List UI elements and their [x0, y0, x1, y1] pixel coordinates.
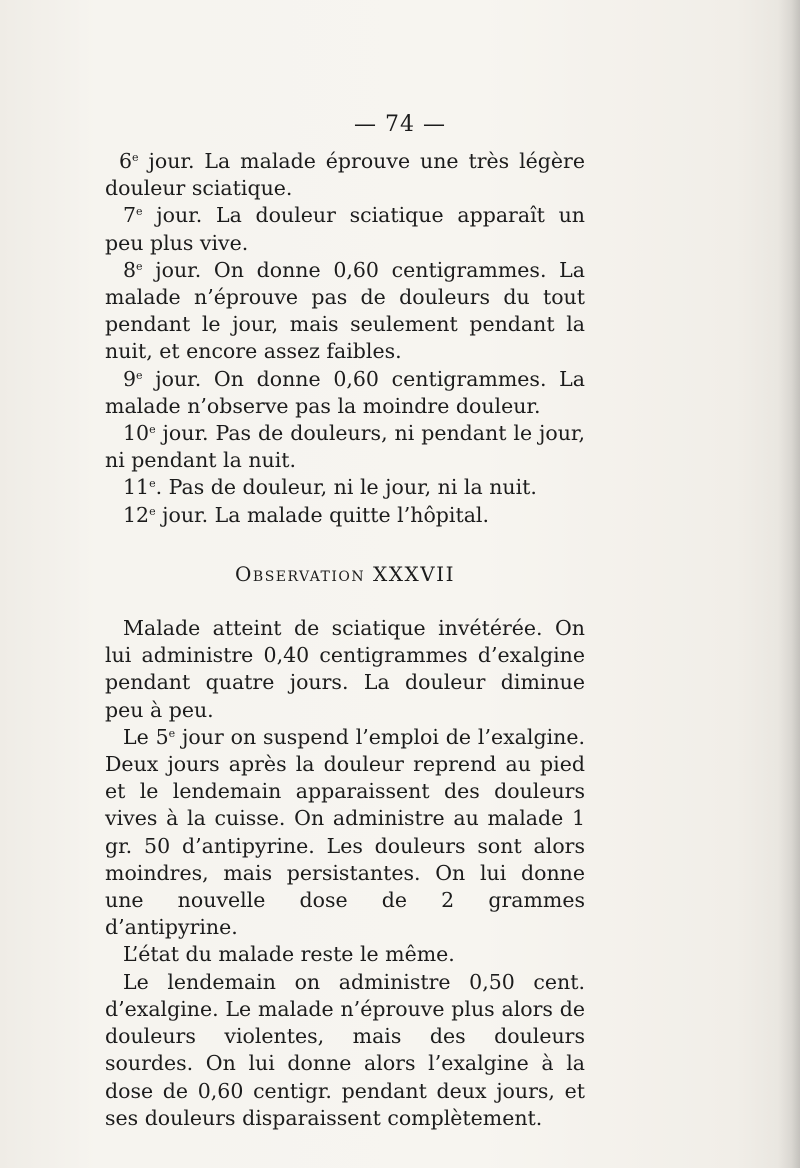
page-number: — 74 —	[354, 112, 446, 137]
entry-day-8: 8e jour. On donne 0,60 centigrammes. La malade n’éprouve pas de douleurs du tout pendant le jour, mais seulement pendant la nuit, et encore assez faibles.	[105, 257, 585, 364]
observation-paragraph: Le lendemain on administre 0,50 cent. d’exalgine. Le malade n’éprouve plus alors de douleurs violentes, mais des douleurs sourdes. On lui donne alors l’exalgine à la dose de 0,60 centigr. pendant deux jours, et ses douleurs disparaissent complètement.	[105, 969, 585, 1130]
observation-paragraph: L’état du malade reste le même.	[123, 942, 455, 967]
observation-paragraph: Le 5e jour on suspend l’emploi de l’exalgine. Deux jours après la douleur reprend au pied et le lendemain apparaissent des douleurs vives à la cuisse. On administre au malade 1 gr. 50 d’antipyrine. Les douleurs sont alors moindres, mais persistantes. On lui donne une nouvelle dose de 2 grammes d’antipyrine.	[105, 724, 585, 940]
observation-paragraph: Malade atteint de sciatique invétérée. On lui administre 0,40 centigrammes d’exalgine pendant quatre jours. La douleur diminue peu à peu.	[105, 616, 585, 722]
page-edge-shadow	[778, 0, 800, 1168]
entry-day-7: 7e jour. La douleur sciatique apparaît un peu plus vive.	[105, 203, 585, 255]
entry-day-11: 11e. Pas de douleur, ni le jour, ni la nuit.	[123, 475, 537, 500]
entry-day-6: 6e jour. La malade éprouve une très légère douleur sciatique.	[105, 149, 585, 201]
entry-day-10: 10e jour. Pas de douleurs, ni pendant le jour, ni pendant la nuit.	[105, 421, 585, 473]
observation-body	[105, 615, 585, 1132]
page-body	[105, 148, 585, 1132]
entry-day-12: 12e jour. La malade quitte l’hôpital.	[123, 502, 490, 527]
entry-day-9: 9e jour. On donne 0,60 centigrammes. La malade n’observe pas la moindre douleur.	[105, 366, 585, 418]
observation-heading: Observation XXXVII	[235, 561, 455, 586]
